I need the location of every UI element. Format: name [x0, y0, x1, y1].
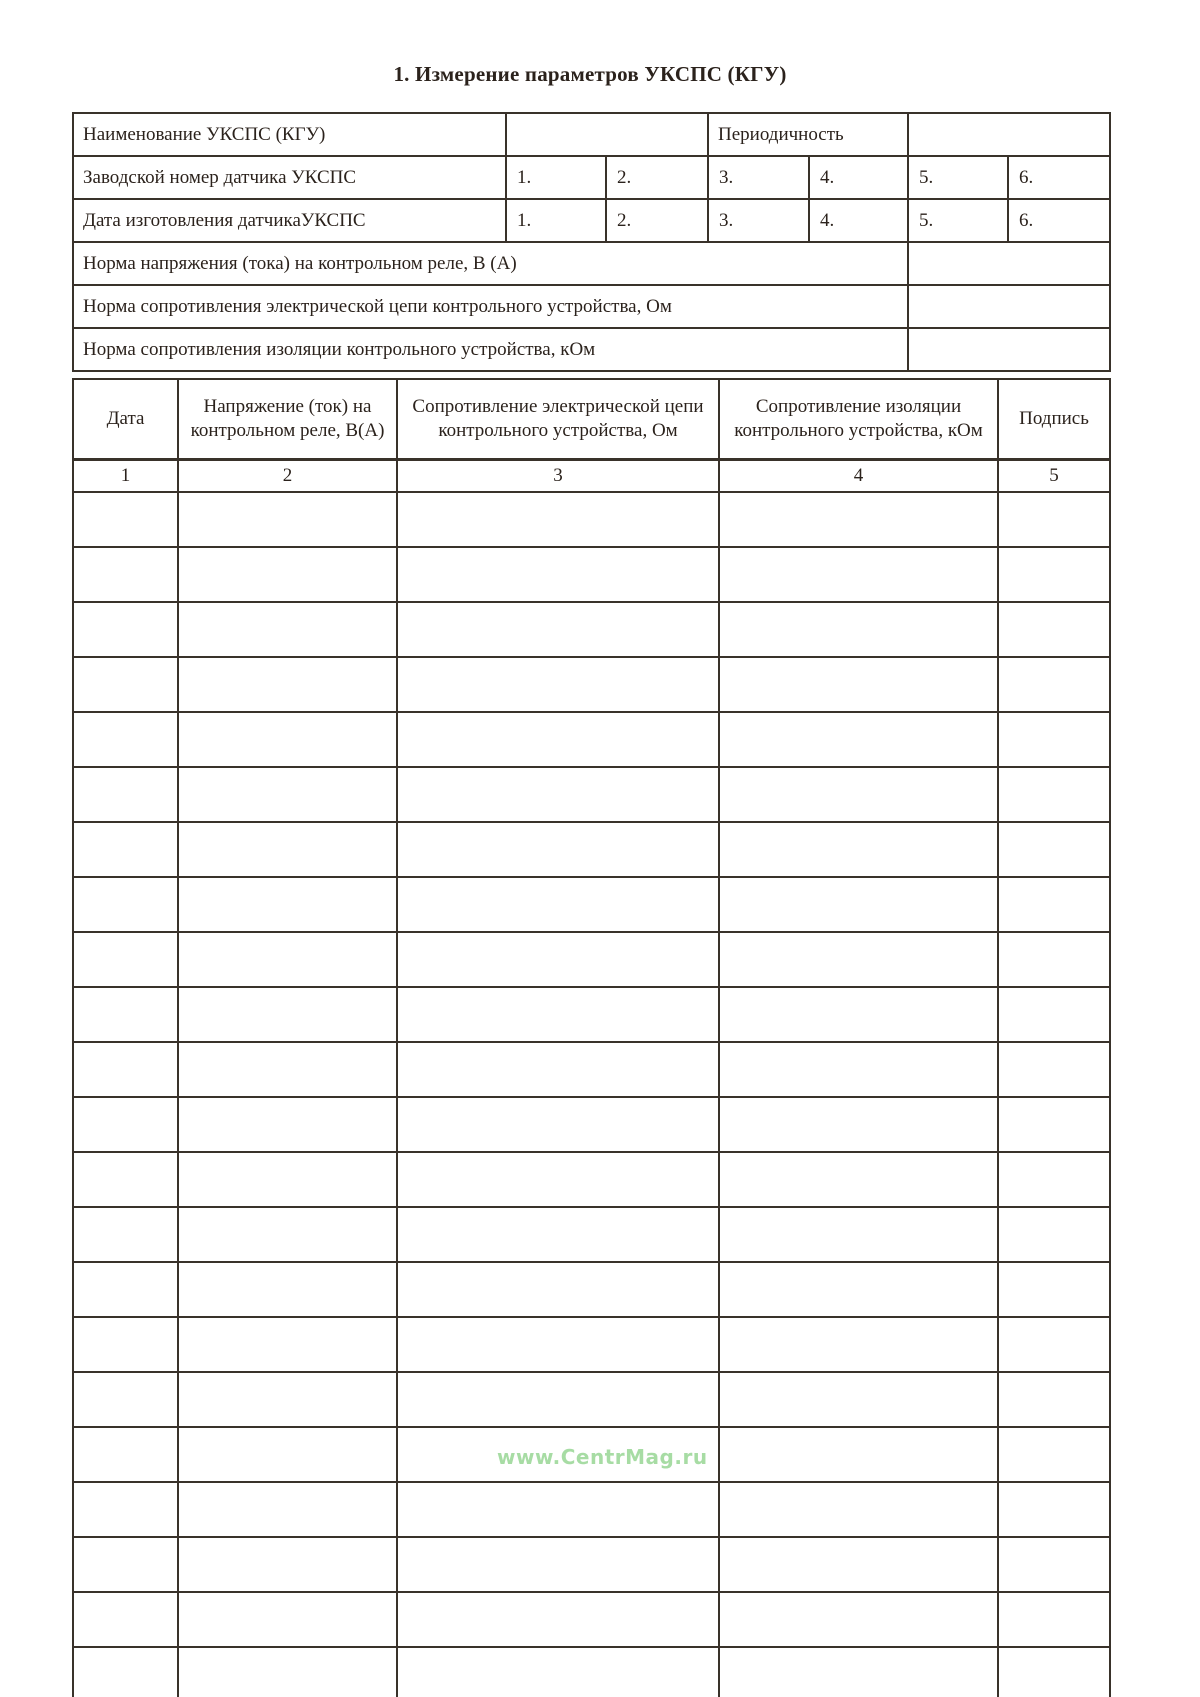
- empty-cell-date: [73, 657, 178, 712]
- empty-cell-date: [73, 877, 178, 932]
- empty-cell-voltage: [178, 767, 397, 822]
- empty-cell-signature: [998, 712, 1110, 767]
- serial-cell-3: 3.: [708, 156, 809, 199]
- log-table-empty-row: [73, 657, 1110, 712]
- empty-cell-insulation-resistance: [719, 1042, 998, 1097]
- log-table-empty-row: [73, 1647, 1110, 1697]
- log-table-number-row: [73, 460, 1110, 493]
- centrmag-watermark: www.CentrMag.ru: [497, 1445, 708, 1469]
- empty-cell-insulation-resistance: [719, 547, 998, 602]
- empty-cell-date: [73, 1647, 178, 1697]
- empty-cell-insulation-resistance: [719, 932, 998, 987]
- empty-cell-signature: [998, 1372, 1110, 1427]
- empty-cell-circuit-resistance: [397, 1207, 719, 1262]
- empty-cell-insulation-resistance: [719, 1482, 998, 1537]
- empty-cell-circuit-resistance: [397, 1537, 719, 1592]
- empty-cell-date: [73, 1482, 178, 1537]
- log-table-empty-row: [73, 602, 1110, 657]
- mfg-date-cell-2: 2.: [606, 199, 708, 242]
- serial-cell-6: 6.: [1008, 156, 1110, 199]
- log-table-header-row: [73, 379, 1110, 460]
- params-row-mfg-date: [73, 199, 1110, 242]
- empty-cell-signature: [998, 1097, 1110, 1152]
- empty-cell-circuit-resistance: [397, 1262, 719, 1317]
- header-insulation-resistance: Сопротивление изоляции контрольного устройства, кОм: [719, 379, 998, 460]
- periodicity-value-cell: [908, 113, 1110, 156]
- empty-cell-circuit-resistance: [397, 1317, 719, 1372]
- empty-cell-signature: [998, 1207, 1110, 1262]
- empty-cell-circuit-resistance: [397, 987, 719, 1042]
- empty-cell-insulation-resistance: [719, 1097, 998, 1152]
- empty-cell-date: [73, 1207, 178, 1262]
- mfg-date-cell-1: 1.: [506, 199, 606, 242]
- empty-cell-insulation-resistance: [719, 712, 998, 767]
- empty-cell-date: [73, 1372, 178, 1427]
- empty-cell-voltage: [178, 1207, 397, 1262]
- empty-cell-signature: [998, 602, 1110, 657]
- empty-cell-date: [73, 1097, 178, 1152]
- column-number-5: 5: [998, 460, 1110, 493]
- params-row-serial: [73, 156, 1110, 199]
- log-table-empty-row: [73, 987, 1110, 1042]
- empty-cell-insulation-resistance: [719, 877, 998, 932]
- empty-cell-date: [73, 1537, 178, 1592]
- log-table-empty-row: [73, 1042, 1110, 1097]
- empty-cell-date: [73, 547, 178, 602]
- periodicity-label: Периодичность: [708, 113, 908, 156]
- empty-cell-voltage: [178, 1537, 397, 1592]
- empty-cell-voltage: [178, 712, 397, 767]
- empty-cell-date: [73, 1262, 178, 1317]
- empty-cell-insulation-resistance: [719, 822, 998, 877]
- log-table-empty-row: [73, 1152, 1110, 1207]
- log-table-empty-row: [73, 1537, 1110, 1592]
- empty-cell-voltage: [178, 1372, 397, 1427]
- empty-cell-circuit-resistance: [397, 1152, 719, 1207]
- empty-cell-circuit-resistance: [397, 932, 719, 987]
- empty-cell-voltage: [178, 492, 397, 547]
- insulation-resistance-norm-label: Норма сопротивления изоляции контрольного устройства, кОм: [73, 328, 908, 371]
- log-table-empty-row: [73, 1097, 1110, 1152]
- empty-cell-circuit-resistance: [397, 602, 719, 657]
- empty-cell-date: [73, 1317, 178, 1372]
- empty-cell-date: [73, 602, 178, 657]
- empty-cell-circuit-resistance: [397, 1482, 719, 1537]
- log-table-empty-row: [73, 932, 1110, 987]
- empty-cell-insulation-resistance: [719, 1152, 998, 1207]
- empty-cell-signature: [998, 1152, 1110, 1207]
- empty-cell-signature: [998, 1317, 1110, 1372]
- voltage-norm-label: Норма напряжения (тока) на контрольном реле, В (А): [73, 242, 908, 285]
- empty-cell-signature: [998, 987, 1110, 1042]
- empty-cell-date: [73, 712, 178, 767]
- empty-cell-signature: [998, 822, 1110, 877]
- header-signature: Подпись: [998, 379, 1110, 460]
- empty-cell-voltage: [178, 987, 397, 1042]
- empty-cell-voltage: [178, 1647, 397, 1697]
- empty-cell-circuit-resistance: [397, 1097, 719, 1152]
- params-row-voltage-norm: [73, 242, 1110, 285]
- empty-cell-circuit-resistance: [397, 547, 719, 602]
- log-table-empty-row: [73, 1592, 1110, 1647]
- empty-cell-voltage: [178, 1317, 397, 1372]
- empty-cell-date: [73, 987, 178, 1042]
- empty-cell-insulation-resistance: [719, 1647, 998, 1697]
- empty-cell-signature: [998, 1537, 1110, 1592]
- empty-cell-voltage: [178, 657, 397, 712]
- empty-cell-voltage: [178, 1482, 397, 1537]
- column-number-3: 3: [397, 460, 719, 493]
- empty-cell-circuit-resistance: [397, 877, 719, 932]
- empty-cell-circuit-resistance: [397, 822, 719, 877]
- log-table-empty-row: [73, 712, 1110, 767]
- log-table-body: [73, 379, 1110, 1697]
- empty-cell-voltage: [178, 877, 397, 932]
- empty-cell-voltage: [178, 1152, 397, 1207]
- empty-cell-date: [73, 822, 178, 877]
- empty-cell-insulation-resistance: [719, 602, 998, 657]
- header-date: Дата: [73, 379, 178, 460]
- params-table: [72, 112, 1111, 372]
- empty-cell-voltage: [178, 1262, 397, 1317]
- log-table-empty-row: [73, 1372, 1110, 1427]
- log-table-empty-row: [73, 1262, 1110, 1317]
- empty-cell-insulation-resistance: [719, 1427, 998, 1482]
- empty-cell-insulation-resistance: [719, 657, 998, 712]
- empty-cell-insulation-resistance: [719, 1372, 998, 1427]
- params-row-circuit-resistance-norm: [73, 285, 1110, 328]
- log-table: [72, 378, 1111, 1697]
- empty-cell-insulation-resistance: [719, 1207, 998, 1262]
- empty-cell-voltage: [178, 602, 397, 657]
- empty-cell-circuit-resistance: [397, 1592, 719, 1647]
- params-row-insulation-resistance-norm: [73, 328, 1110, 371]
- empty-cell-signature: [998, 547, 1110, 602]
- voltage-norm-value-cell: [908, 242, 1110, 285]
- empty-cell-circuit-resistance: [397, 492, 719, 547]
- empty-cell-date: [73, 1592, 178, 1647]
- log-table-empty-row: [73, 492, 1110, 547]
- empty-cell-insulation-resistance: [719, 1537, 998, 1592]
- log-table-empty-row: [73, 767, 1110, 822]
- empty-cell-signature: [998, 1482, 1110, 1537]
- empty-cell-signature: [998, 1592, 1110, 1647]
- empty-cell-insulation-resistance: [719, 767, 998, 822]
- log-table-empty-row: [73, 1317, 1110, 1372]
- empty-cell-circuit-resistance: [397, 1042, 719, 1097]
- log-table-empty-row: [73, 1207, 1110, 1262]
- empty-cell-voltage: [178, 822, 397, 877]
- empty-cell-signature: [998, 1262, 1110, 1317]
- serial-cell-2: 2.: [606, 156, 708, 199]
- empty-cell-insulation-resistance: [719, 492, 998, 547]
- empty-cell-date: [73, 1152, 178, 1207]
- serial-label: Заводской номер датчика УКСПС: [73, 156, 506, 199]
- empty-cell-signature: [998, 932, 1110, 987]
- page-title: 1. Измерение параметров УКСПС (КГУ): [393, 62, 787, 86]
- serial-cell-4: 4.: [809, 156, 908, 199]
- circuit-resistance-norm-value-cell: [908, 285, 1110, 328]
- empty-cell-circuit-resistance: [397, 1647, 719, 1697]
- column-number-4: 4: [719, 460, 998, 493]
- param-name-value-cell: [506, 113, 708, 156]
- empty-cell-date: [73, 492, 178, 547]
- empty-cell-signature: [998, 1647, 1110, 1697]
- log-table-empty-row: [73, 877, 1110, 932]
- insulation-resistance-norm-value-cell: [908, 328, 1110, 371]
- mfg-date-cell-6: 6.: [1008, 199, 1110, 242]
- log-table-empty-row: [73, 1482, 1110, 1537]
- empty-cell-signature: [998, 1042, 1110, 1097]
- empty-cell-signature: [998, 492, 1110, 547]
- empty-cell-voltage: [178, 1042, 397, 1097]
- empty-cell-date: [73, 1042, 178, 1097]
- empty-cell-insulation-resistance: [719, 1592, 998, 1647]
- log-table-empty-row: [73, 547, 1110, 602]
- serial-cell-1: 1.: [506, 156, 606, 199]
- column-number-1: 1: [73, 460, 178, 493]
- mfg-date-cell-3: 3.: [708, 199, 809, 242]
- mfg-date-label: Дата изготовления датчикаУКСПС: [73, 199, 506, 242]
- empty-cell-signature: [998, 657, 1110, 712]
- empty-cell-circuit-resistance: [397, 657, 719, 712]
- circuit-resistance-norm-label: Норма сопротивления электрической цепи контрольного устройства, Ом: [73, 285, 908, 328]
- empty-cell-insulation-resistance: [719, 1262, 998, 1317]
- param-name-label: Наименование УКСПС (КГУ): [73, 113, 506, 156]
- empty-cell-circuit-resistance: [397, 712, 719, 767]
- mfg-date-cell-5: 5.: [908, 199, 1008, 242]
- column-number-2: 2: [178, 460, 397, 493]
- mfg-date-cell-4: 4.: [809, 199, 908, 242]
- empty-cell-insulation-resistance: [719, 987, 998, 1042]
- empty-cell-voltage: [178, 1592, 397, 1647]
- empty-cell-signature: [998, 767, 1110, 822]
- header-circuit-resistance: Сопротивление электрической цепи контрольного устройства, Ом: [397, 379, 719, 460]
- serial-cell-5: 5.: [908, 156, 1008, 199]
- log-table-empty-row: [73, 822, 1110, 877]
- empty-cell-date: [73, 932, 178, 987]
- empty-cell-circuit-resistance: [397, 767, 719, 822]
- header-voltage: Напряжение (ток) на контрольном реле, В(А): [178, 379, 397, 460]
- empty-cell-voltage: [178, 547, 397, 602]
- empty-cell-voltage: [178, 1427, 397, 1482]
- empty-cell-voltage: [178, 932, 397, 987]
- empty-cell-signature: [998, 877, 1110, 932]
- empty-cell-date: [73, 767, 178, 822]
- empty-cell-date: [73, 1427, 178, 1482]
- empty-cell-voltage: [178, 1097, 397, 1152]
- empty-cell-insulation-resistance: [719, 1317, 998, 1372]
- params-row-name: [73, 113, 1110, 156]
- empty-cell-circuit-resistance: [397, 1372, 719, 1427]
- empty-cell-signature: [998, 1427, 1110, 1482]
